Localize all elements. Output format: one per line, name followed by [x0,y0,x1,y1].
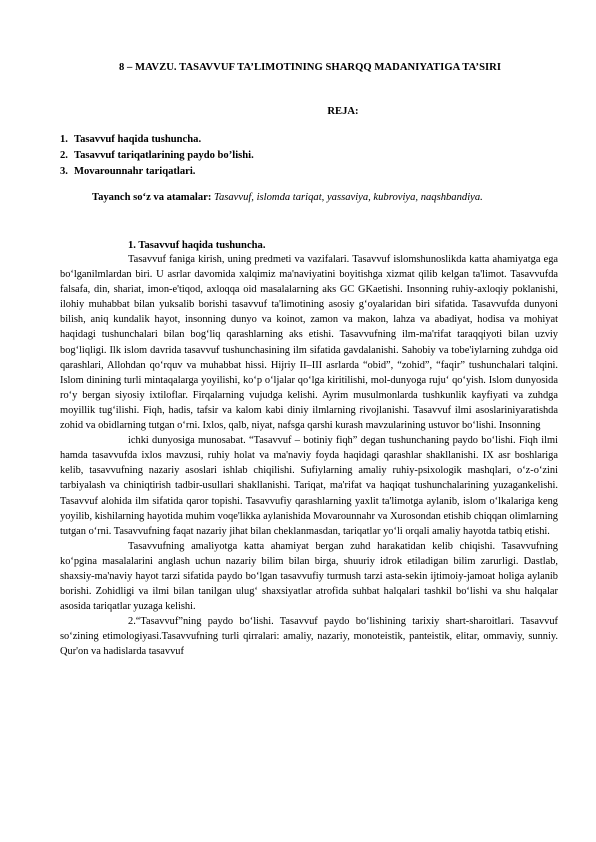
plan-item [60,148,254,164]
plan-list [60,132,254,180]
plan-item-number: 2. [60,150,68,161]
plan-item [60,132,254,148]
plan-heading: REJA: [327,106,359,117]
body-text [60,252,558,660]
section-heading: 1. Tasavvuf haqida tushuncha. [128,240,266,251]
keywords-text: Tasavvuf, islomda tariqat, yassaviya, kubroviya, naqshbandiya. [214,192,483,203]
keywords-paragraph [60,190,558,206]
body-paragraph: Tasavvufning amaliyotga katta ahamiyat bergan zuhd harakatidan kelib chiqishi. Tasavvufning ko‘pgina masalalarini anglash uchun nazariy bilim bilan birga, shuuriy idrok etiladigan bilim zarurligi. Dastlab, shaxsiy-ma'naviy hayot tarzi sifatida paydo bo‘lgan tasavvufiy turmush tarzi asta-sekin ijtimoiy-jamoat holiga aylanib borishi. Zohidligi va ilmi bilan tanilgan ulug‘ shaxsiyatlar atrofida suhbat halqalari tashkil bo‘lishi va shu halqalar asosida tariqatlar yuzaga kelishi. [60,540,558,613]
keywords-label: Tayanch so‘z va atamalar: [92,192,212,203]
plan-item-text: Tasavvuf haqida tushuncha. [74,134,202,145]
body-paragraph: ichki dunyosiga munosabat. “Tasavvuf – botiniy fiqh” degan tushunchaning paydo bo‘lishi. Fiqh ilmi hamda tasavvufda ixlos mavzusi, ruhiy holat va ma'naviy foyda haqidagi qarashlar shakllanishi. IX asr boshlariga kelib, tasavvufning nazariy asoslari ishlab chiqilishi. Sufiylarning amaliy ruhiy-psixologik mashqlari, o‘z-o‘zini tarbiyalash va chiniqtirish tadbir-usullari shakllanishi. Tariqat, ma'rifat va haqiqat tushunchalarining yuzagankelishi. Tasavvuf alohida ilm sifatida qaror topishi. Tasavvufiy qarashlarning yaxlit ta'limotga aylanib, islom o‘lkalariga keng yoyilib, kishilarning hayotida muhim voqe'likka aylanishida Movarounnahr va Xurosondan etishib chiqqan olimlarning tutgan o‘rni. Tasavvufning faqat nazariy jihat bilan cheklanmasdan, tariqatlar yo‘li orqali amaliy hayotda tatbiq etishi. [60,435,558,537]
document-title: 8 – MAVZU. TASAVVUF TA’LIMOTINING SHARQQ MADANIYATIGA TA’SIRI [118,62,502,73]
plan-item-text: Tasavvuf tariqatlarining paydo bo’lishi. [74,150,254,161]
body-paragraph: 2.“Tasavvuf”ning paydo bo‘lishi. Tasavvuf paydo bo‘lishining tarixiy shart-sharoitlari. Tasavvuf so‘zining etimologiyasi.Tasavvufning turli qirralari: amaliy, nazariy, monoteistik, panteistik, elitar, ommaviy, sunniy. Qur'on va hadislarda tasavvuf [60,616,558,658]
plan-item [60,164,254,180]
plan-item-number: 3. [60,166,68,177]
plan-item-number: 1. [60,134,68,145]
plan-item-text: Movarounnahr tariqatlari. [74,166,196,177]
body-paragraph: Tasavvuf faniga kirish, uning predmeti va vazifalari. Tasavvuf islomshunoslikda katta ahamiyatga ega bo‘lganilmlardan biri. U asrlar davomida xalqimiz ma'naviyatini boyitishga xizmat qilib kelgan ta'limot. Tasavvufda falsafa, din, shariat, imon-e'tiqod, axloqqa oid masalalarning aks GC GKaetishi. Insonning ruhiy-axloqiy poklanishi, ilohiy muhabbat bilan yuksalib borishi tasavvuf ta'limotining asosiy g‘oyalaridan biri sifatida. Tasavvufda dunyoni bilish, aniq kundalik hayot, insonning dunyo va koinot, zamon va makon, lahza va abadiyat, hodisa va mohiyat haqidagi tushunchalari bilan bog‘liq qarashlarning aks etishi. Tasavvufning ilm-ma'rifat taraqqiyoti bilan uzviy bog‘liqligi. Ilk islom davrida tasavvuf tushunchasining ilm sifatida gavdalanishi. Sahobiy va tobe'iylarning zuhdga oid qarashlari, Allohdan qo‘rquv va muhabbat hissi. Hijriy II–III asrlarda “obid”, “zohid”, “faqir” tushunchalari talqini. Islom dinining turli mintaqalarga yoyilishi, ko‘p o‘ljalar qo‘lga kiritilishi, mol-dunyoga ruju‘ qo‘yish. Islom dunyosida ro‘y bergan siyosiy ixtiloflar. Firqalarning vujudga kelishi. Ayrim musulmonlarda tushkunlik kayfiyati va zuhdga moyillik tug‘ilishi. Fiqh, hadis, tafsir va kalom kabi diniy ilmlarning rivojlanishi. Tasavvuf ilmi asoslariniyaratishda zohid va obidlarning tutgan o‘rni. Ixlos, qalb, niyat, nafsga qarshi kurash mavzularining ustuvor bo‘lishi. Insonning [60,254,558,432]
